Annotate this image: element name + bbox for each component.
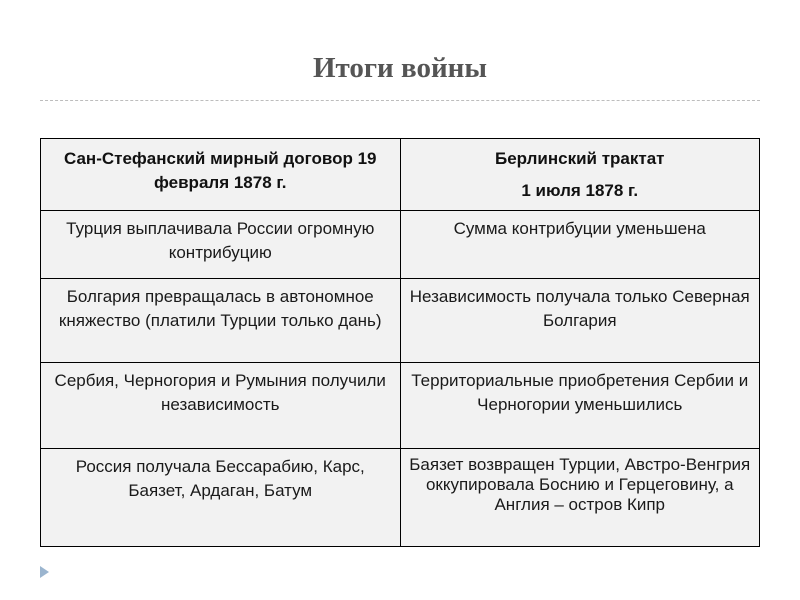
berlin-cell: Территориальные приобретения Сербии и Черногории уменьшились: [400, 363, 760, 449]
table-row: [41, 279, 760, 363]
table-row: [41, 449, 760, 547]
san-stefano-cell: Сербия, Черногория и Румыния получили независимость: [41, 363, 401, 449]
header-berlin: [400, 139, 760, 211]
table-header-row: [41, 139, 760, 211]
berlin-cell: Сумма контрибуции уменьшена: [400, 211, 760, 279]
header-san-stefano: [41, 139, 401, 211]
san-stefano-cell: Россия получала Бессарабию, Карс, Баязет, Ардаган, Батум: [41, 449, 401, 547]
table-row: [41, 363, 760, 449]
san-stefano-cell: Болгария превращалась в автономное княжество (платили Турции только дань): [41, 279, 401, 363]
san-stefano-cell: Турция выплачивала России огромную контрибуцию: [41, 211, 401, 279]
comparison-table: [40, 138, 760, 547]
bullet-arrow-icon: [40, 566, 49, 578]
header-berlin-date: 1 июля 1878 г.: [521, 181, 639, 200]
title-divider: [40, 100, 760, 101]
berlin-cell: Баязет возвращен Турции, Австро-Венгрия оккупировала Боснию и Герцеговину, а Англия – остров Кипр: [400, 449, 760, 547]
header-san-stefano-text: Сан-Стефанский мирный договор 19 февраля 1878 г.: [63, 149, 377, 192]
slide-title: Итоги войны: [312, 52, 488, 84]
table-row: [41, 211, 760, 279]
header-berlin-title: Берлинский трактат: [494, 149, 665, 168]
berlin-cell: Независимость получала только Северная Болгария: [400, 279, 760, 363]
